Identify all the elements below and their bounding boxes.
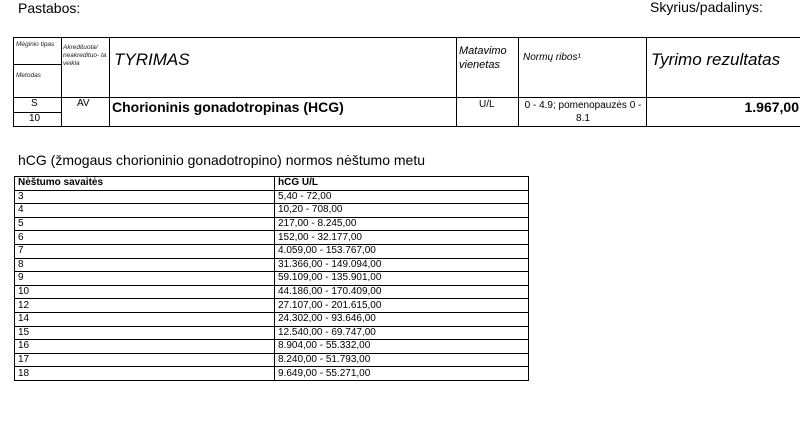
norms-header-row bbox=[15, 177, 529, 191]
table-row bbox=[15, 190, 529, 204]
hcg-range-cell: 31.366,00 - 149.094,00 bbox=[275, 258, 529, 272]
accreditation-value: AV bbox=[77, 98, 90, 109]
week-cell: 17 bbox=[15, 353, 275, 367]
week-cell: 4 bbox=[15, 204, 275, 218]
range-header: Normų ribos¹ bbox=[523, 52, 581, 63]
table-row bbox=[15, 326, 529, 340]
method-value: 10 bbox=[29, 113, 41, 124]
week-cell: 6 bbox=[15, 231, 275, 245]
week-cell: 7 bbox=[15, 244, 275, 258]
sample-type-header: Mėginio tipas bbox=[16, 41, 55, 48]
col-divider bbox=[646, 37, 647, 126]
hcg-range-cell: 9.649,00 - 55.271,00 bbox=[275, 367, 529, 381]
col-divider bbox=[13, 37, 14, 126]
col-divider bbox=[109, 37, 110, 126]
hcg-range-cell: 152,00 - 32.177,00 bbox=[275, 231, 529, 245]
week-cell: 8 bbox=[15, 258, 275, 272]
week-column-header: Nėštumo savaitės bbox=[15, 177, 275, 191]
hcg-range-cell: 5,40 - 72,00 bbox=[275, 190, 529, 204]
hcg-range-cell: 44.186,00 - 170.409,00 bbox=[275, 285, 529, 299]
col-divider bbox=[518, 37, 519, 126]
week-cell: 9 bbox=[15, 272, 275, 286]
week-cell: 18 bbox=[15, 367, 275, 381]
test-name: Chorioninis gonadotropinas (HCG) bbox=[112, 99, 344, 115]
week-cell: 15 bbox=[15, 326, 275, 340]
test-header: TYRIMAS bbox=[114, 50, 190, 69]
table-row bbox=[15, 299, 529, 313]
hcg-range-cell: 24.302,00 - 93.646,00 bbox=[275, 312, 529, 326]
week-cell: 5 bbox=[15, 217, 275, 231]
table-row bbox=[15, 272, 529, 286]
hcg-range-cell: 8.904,00 - 55.332,00 bbox=[275, 340, 529, 354]
value-column-header: hCG U/L bbox=[275, 177, 529, 191]
hcg-range-cell: 4.059,00 - 153.767,00 bbox=[275, 244, 529, 258]
hcg-range-cell: 27.107,00 - 201.615,00 bbox=[275, 299, 529, 313]
unit-value: U/L bbox=[479, 99, 495, 110]
table-row bbox=[15, 285, 529, 299]
col-divider bbox=[61, 37, 62, 126]
hcg-range-cell: 10,20 - 708,00 bbox=[275, 204, 529, 218]
week-cell: 12 bbox=[15, 299, 275, 313]
results-table bbox=[13, 27, 800, 127]
table-row bbox=[15, 367, 529, 381]
col-divider bbox=[456, 37, 457, 126]
table-bottom-border bbox=[13, 126, 800, 127]
result-value: 1.967,00 bbox=[744, 99, 799, 115]
table-row bbox=[15, 312, 529, 326]
hcg-range-cell: 8.240,00 - 51.793,00 bbox=[275, 353, 529, 367]
accreditation-header: Akredituota/ neakredituo- ta veikla bbox=[63, 44, 107, 67]
header-bottom-border bbox=[13, 97, 800, 98]
unit-header: Matavimo vienetas bbox=[459, 45, 507, 71]
table-row bbox=[15, 217, 529, 231]
table-row bbox=[15, 353, 529, 367]
table-row bbox=[15, 231, 529, 245]
method-header: Metodas bbox=[16, 72, 41, 79]
hcg-range-cell: 59.109,00 - 135.901,00 bbox=[275, 272, 529, 286]
week-cell: 3 bbox=[15, 190, 275, 204]
table-row bbox=[15, 258, 529, 272]
reference-range: 0 - 4.9; pomenopauzės 0 - 8.1 bbox=[524, 100, 642, 124]
department-label: Skyrius/padalinys: bbox=[650, 0, 763, 15]
hcg-range-cell: 217,00 - 8.245,00 bbox=[275, 217, 529, 231]
table-top-border bbox=[13, 37, 800, 38]
remarks-label: Pastabos: bbox=[18, 0, 81, 16]
week-cell: 16 bbox=[15, 340, 275, 354]
week-cell: 10 bbox=[15, 285, 275, 299]
table-row bbox=[15, 340, 529, 354]
header-split-line bbox=[13, 64, 61, 65]
norms-table bbox=[14, 176, 529, 381]
table-row bbox=[15, 204, 529, 218]
hcg-range-cell: 12.540,00 - 69.747,00 bbox=[275, 326, 529, 340]
sample-type-value: S bbox=[31, 98, 38, 109]
table-row bbox=[15, 244, 529, 258]
result-header: Tyrimo rezultatas bbox=[651, 50, 781, 69]
week-cell: 14 bbox=[15, 312, 275, 326]
norms-title: hCG (žmogaus chorioninio gonadotropino) normos nėštumo metu bbox=[18, 152, 425, 168]
